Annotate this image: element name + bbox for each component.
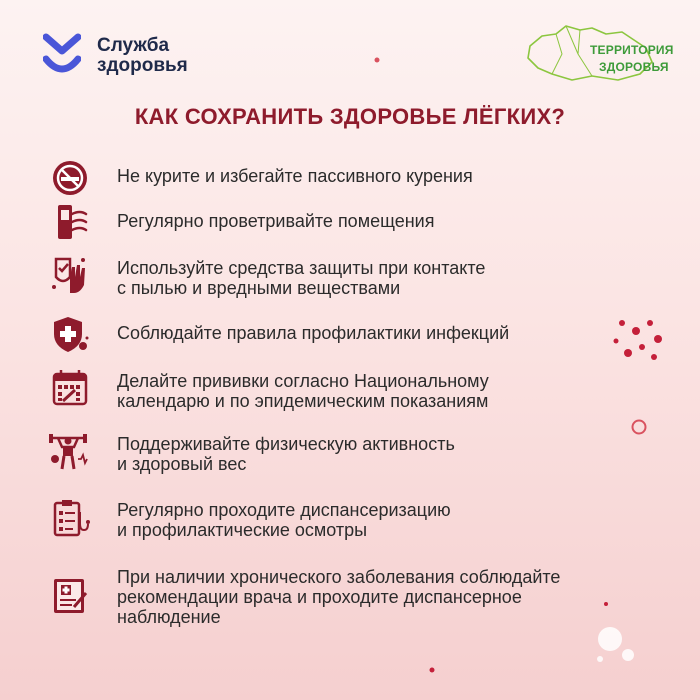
list-item xyxy=(50,567,561,627)
list-item xyxy=(50,202,435,242)
protective-glove-icon xyxy=(50,255,90,295)
item-line: Регулярно проветривайте помещения xyxy=(117,211,435,231)
checklist-stethoscope-icon xyxy=(50,498,90,538)
list-item xyxy=(50,368,489,411)
item-line: календарю и по эпидемическим показаниям xyxy=(117,391,489,411)
dot-decoration xyxy=(603,601,609,607)
weightlifter-icon xyxy=(44,431,92,471)
list-item xyxy=(50,431,455,474)
page-title: КАК СОХРАНИТЬ ЗДОРОВЬЕ ЛЁГКИХ? xyxy=(134,104,566,129)
bubble-decoration xyxy=(592,625,637,665)
virus-cluster-decoration xyxy=(610,315,670,365)
item-line: и здоровый вес xyxy=(117,454,247,474)
header xyxy=(0,0,700,100)
list-item xyxy=(50,314,510,354)
ring-decoration xyxy=(630,418,648,436)
list-item xyxy=(50,158,473,198)
dot-decoration xyxy=(429,667,435,673)
left-logo-line1: Служба xyxy=(97,35,170,56)
item-line: Делайте прививки согласно Национальному xyxy=(117,371,489,391)
list-item xyxy=(50,255,486,298)
right-logo-line1: ТЕРРИТОРИЯ xyxy=(590,43,674,57)
window-ventilation-icon xyxy=(50,202,90,242)
territoriya-zdorovya-logo xyxy=(522,24,674,84)
item-line: Поддерживайте физическую активность xyxy=(117,434,455,454)
list-item xyxy=(50,498,451,540)
item-line: наблюдение xyxy=(117,607,221,627)
sluzhba-zdorovya-logo xyxy=(43,33,188,79)
item-line: и профилактические осмотры xyxy=(117,520,368,540)
item-line: При наличии хронического заболевания соблюдайте xyxy=(117,567,561,587)
dot-decoration xyxy=(374,57,380,63)
item-line: Соблюдайте правила профилактики инфекций xyxy=(117,323,510,343)
item-line: Не курите и избегайте пассивного курения xyxy=(117,166,473,186)
shield-cross-icon xyxy=(50,314,90,354)
item-line: Используйте средства защиты при контакте xyxy=(117,258,486,278)
calendar-syringe-icon xyxy=(50,368,90,408)
item-line: с пылью и вредными веществами xyxy=(117,278,401,298)
left-logo-line2: здоровья xyxy=(97,55,188,76)
no-smoking-icon xyxy=(50,158,90,198)
heart-check-icon xyxy=(43,33,81,79)
right-logo-line2: ЗДОРОВЬЯ xyxy=(599,60,669,74)
left-logo-text xyxy=(97,36,188,76)
item-line: Регулярно проходите диспансеризацию xyxy=(117,500,451,520)
item-line: рекомендации врача и проходите диспансерное xyxy=(117,587,522,607)
medical-record-icon xyxy=(50,575,90,615)
